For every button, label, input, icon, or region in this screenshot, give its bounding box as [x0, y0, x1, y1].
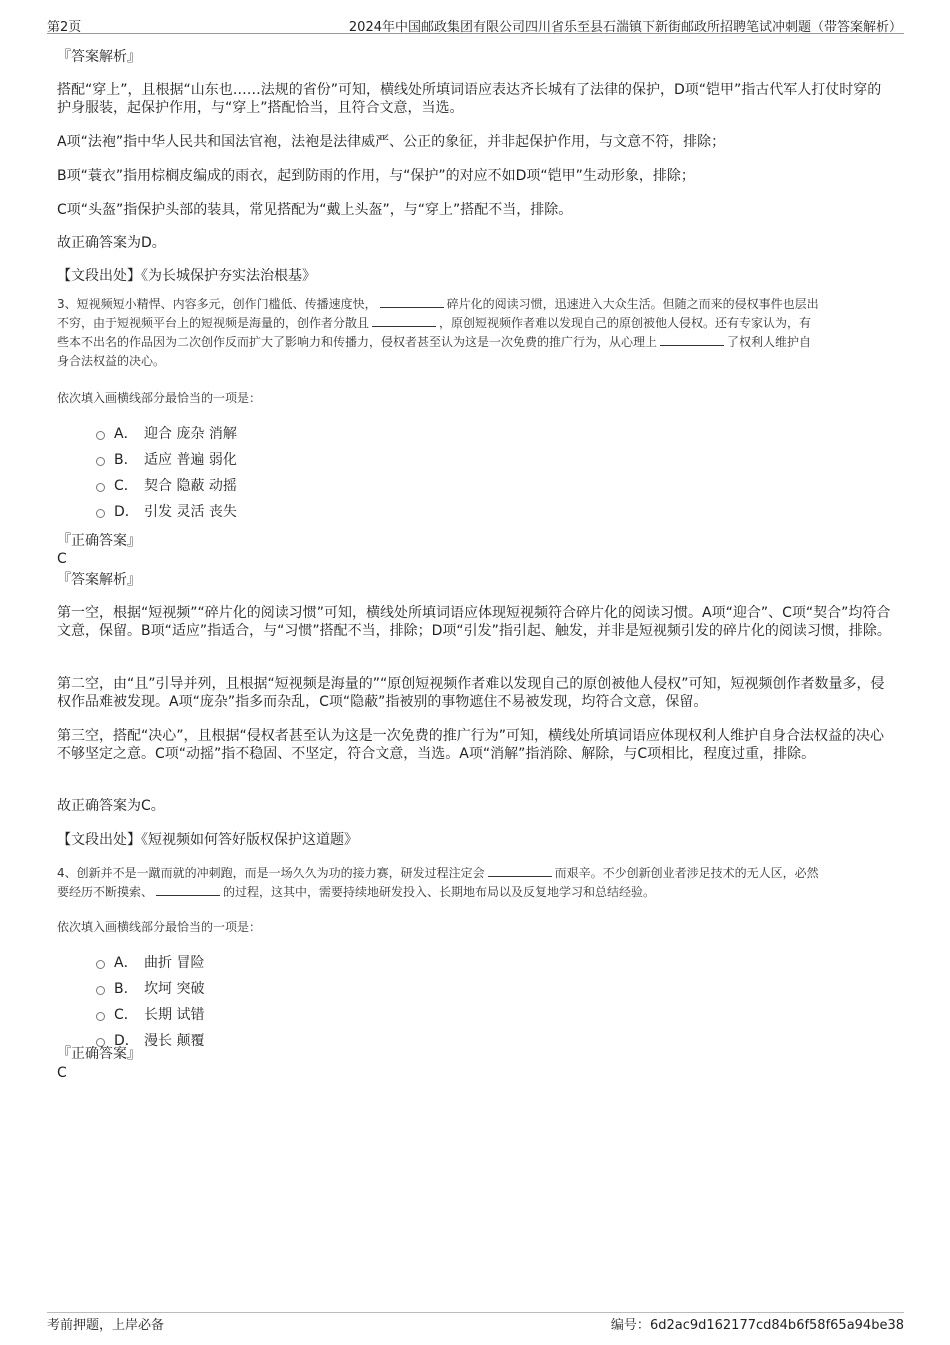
q4-option-c[interactable]: C． 长期 试错 [96, 1005, 204, 1025]
q3-answer: C [57, 551, 67, 567]
q3-analysis-heading: 『答案解析』 [57, 572, 141, 588]
q3-option-d[interactable]: D． 引发 灵活 丧失 [96, 502, 237, 522]
q4-option-b[interactable]: B. 坎坷 突破 [96, 979, 204, 999]
q3-stem: 3、短视频短小精悍、内容多元，创作门槛低、传播速度快， 碎片化的阅读习惯，迅速进入大众生活。但随之而来的侵权事件也层出 不穷，由于短视频平台上的短视频是海量的，创作者分散且 ，原创短视频作者难以发现自己的原创被他人侵权。还有专家认为，有 些本不出名的作品因为二次创作反而扩大了影响力和传播力，侵权者甚至认为这是一次免费的推广行为，从心理上 了权利人维护自 身合法权益的决心。 [57, 297, 819, 368]
q3-source: 【文段出处】《短视频如何答好版权保护这道题》 [57, 832, 358, 848]
q2-analysis-p3: B项“蓑衣”指用棕榈皮编成的雨衣，起到防雨的作用，与“保护”的对应不如D项“铠甲”生动形象，排除； [57, 168, 695, 184]
radio-icon[interactable] [96, 1012, 105, 1021]
q2-analysis-heading: 『答案解析』 [57, 49, 141, 65]
q3-option-b[interactable]: B. 适应 普遍 弱化 [96, 450, 237, 470]
radio-icon[interactable] [96, 483, 105, 492]
q3-analysis-p1: 第一空，根据“短视频”“碎片化的阅读习惯”可知，横线处所填词语应体现短视频符合碎片化的阅读习惯。A项“迎合”、C项“契合”均符合文意，保留。B项“适应”指适合，与“习惯”搭配不当，排除；D项“引发”指引起、触发，并非是短视频引发的碎片化的阅读习惯，排除。 [57, 605, 891, 639]
q4-stem: 4、创新并不是一蹴而就的冲刺跑，而是一场久久为功的接力赛，研发过程注定会 而艰辛。不少创新创业者涉足技术的无人区，必然 要经历不断摸索、 的过程，这其中，需要持续地研发投入、长期地布局以及反复地学习和总结经验。 [57, 866, 819, 899]
q2-analysis-p2: A项“法袍”指中华人民共和国法官袍，法袍是法律威严、公正的象征，并非起保护作用，与文意不符，排除； [57, 134, 726, 150]
footer-slogan: 考前押题，上岸必备 [47, 1318, 165, 1333]
q4-option-a[interactable]: A． 曲折 冒险 [96, 953, 204, 973]
q2-analysis-p4: C项“头盔”指保护头部的装具，常见搭配为“戴上头盔”，与“穿上”搭配不当，排除。 [57, 202, 573, 218]
document-code: 编号：6d2ac9d162177cd84b6f58f65a94be38 [610, 1318, 904, 1333]
radio-icon[interactable] [96, 960, 105, 969]
blank-line [156, 883, 220, 896]
radio-icon[interactable] [96, 431, 105, 440]
q4-prompt: 依次填入画横线部分最恰当的一项是： [57, 920, 262, 934]
blank-line [380, 295, 444, 308]
q3-conclusion: 故正确答案为C。 [57, 798, 165, 814]
q2-analysis-p1: 搭配“穿上”，且根据“山东也……法规的省份”可知，横线处所填词语应表达齐长城有了法律的保护，D项“铠甲”指古代军人打仗时穿的护身服装，起保护作用，与“穿上”搭配恰当，且符合文意，当选。 [57, 82, 882, 116]
q4-answer-heading: 『正确答案』 [57, 1046, 141, 1062]
blank-line [660, 333, 724, 346]
header-divider [47, 33, 904, 34]
q2-conclusion: 故正确答案为D。 [57, 235, 166, 251]
q4-option-d[interactable]: D． 漫长 颠覆 [96, 1031, 204, 1051]
q3-analysis-p2: 第二空，由“且”引导并列，且根据“短视频是海量的”“原创短视频作者难以发现自己的原创被他人侵权”可知，短视频创作者数量多，侵权作品难被发现。A项“庞杂”指多而杂乱，C项“隐蔽”指被别的事物遮住不易被发现，均符合文意，保留。 [57, 676, 885, 710]
q3-analysis-p3: 第三空，搭配“决心”，且根据“侵权者甚至认为这是一次免费的推广行为”可知，横线处所填词语应体现权利人维护自身合法权益的决心不够坚定之意。C项“动摇”指不稳固、不坚定，符合文意，当选。A项“消解”指消除、解除，与C项相比，程度过重，排除。 [57, 728, 885, 762]
q3-option-a[interactable]: A． 迎合 庞杂 消解 [96, 424, 237, 444]
q2-source: 【文段出处】《为长城保护夯实法治根基》 [57, 268, 316, 284]
document-title: 2024年中国邮政集团有限公司四川省乐至县石湍镇下新街邮政所招聘笔试冲刺题（带答案解析） [348, 20, 902, 35]
q3-option-c[interactable]: C． 契合 隐蔽 动摇 [96, 476, 237, 496]
q4-answer: C [57, 1065, 67, 1081]
q3-prompt: 依次填入画横线部分最恰当的一项是： [57, 391, 262, 405]
radio-icon[interactable] [96, 986, 105, 995]
radio-icon[interactable] [96, 509, 105, 518]
blank-line [372, 314, 436, 327]
blank-line [488, 864, 552, 877]
footer-divider [47, 1312, 904, 1313]
page-number: 第2页 [47, 20, 82, 35]
radio-icon[interactable] [96, 457, 105, 466]
q3-answer-heading: 『正确答案』 [57, 533, 141, 549]
